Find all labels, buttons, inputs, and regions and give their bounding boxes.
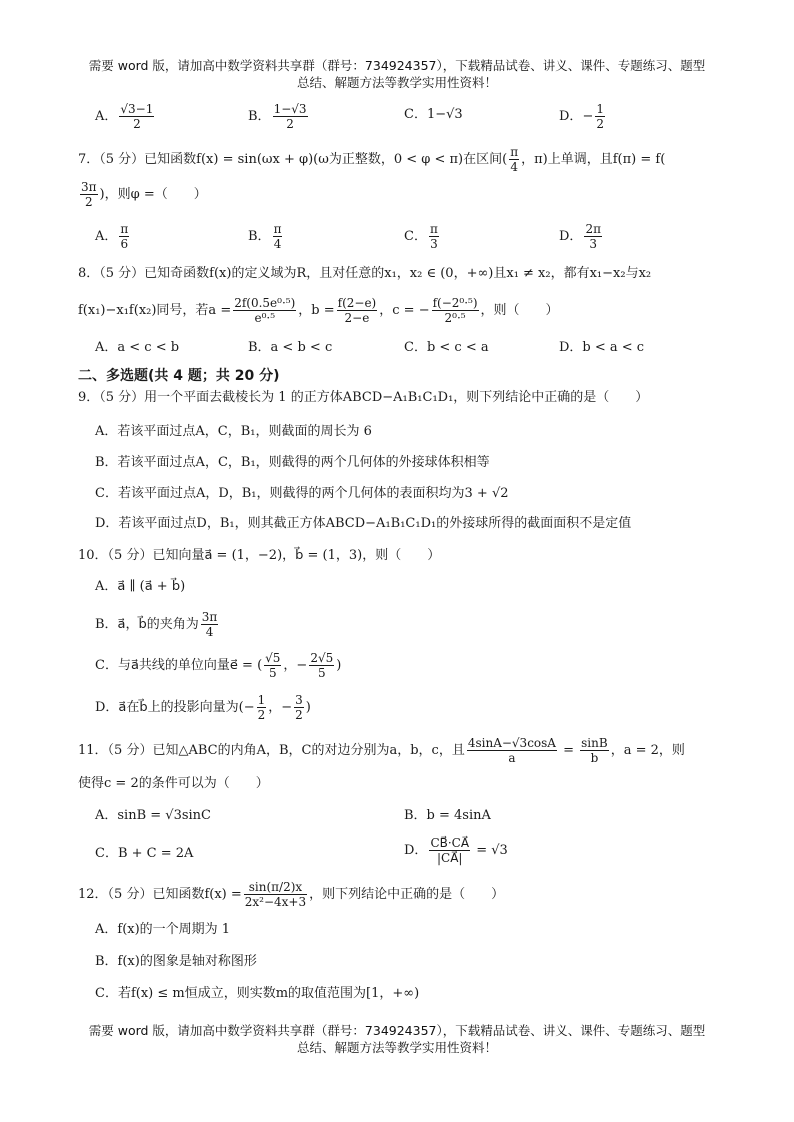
footer-banner [60, 1022, 734, 1056]
q6-d-denominator: 2 [596, 117, 604, 131]
header-banner-line-2: 总结、解题方法等教学实用性资料！ [296, 75, 497, 90]
q8-option-c: C．b < c < a [404, 340, 489, 355]
footer-banner-line-2: 总结、解题方法等教学实用性资料！ [296, 1040, 497, 1055]
q6-option-d: D．− $\frac{1}{2}$ [559, 102, 604, 131]
footer-banner-line-1: 需要 word 版，请加高中数学资料共享群（群号：734924357），下载精品试卷、讲义、课件、专题练习、题型 [88, 1023, 706, 1038]
q6-d-numerator: 1 [596, 102, 604, 116]
q7-option-b: B． $\frac{\pi}{4}$ [248, 222, 282, 251]
q10-option-d: D．a⃗在b⃗上的投影向量为(− $\frac{1}{2}$ ，− $\frac{3}{2}$ ) [95, 693, 311, 722]
section-title: 二、多选题(共 4 题；共 20 分) [78, 368, 280, 384]
q8-stem-line-1: 8．（5 分）已知奇函数f(x)的定义域为R，且对任意的x₁，x₂ ∈ (0，+∞)且x₁ ≠ x₂，都有x₁−x₂与x₂ [78, 266, 652, 281]
q11-option-c: C．B + C = 2A [95, 846, 194, 861]
q10-option-a: A．a⃗ ∥ (a⃗ + b⃗) [95, 579, 186, 594]
q12-option-b: B．f(x)的图象是轴对称图形 [95, 954, 257, 969]
q6-option-b: B． $\frac{1-√3}{2}$ [248, 102, 307, 131]
q11-stem-line-2: 使得c = 2的条件可以为（ ） [78, 776, 269, 791]
q6-a-denominator: 2 [119, 116, 154, 131]
header-banner-line-1: 需要 word 版，请加高中数学资料共享群（群号：734924357），下载精品试卷、讲义、课件、专题练习、题型 [88, 58, 706, 73]
q9-option-b: B．若该平面过点A，C，B₁，则截得的两个几何体的外接球体积相等 [95, 455, 490, 470]
q12-option-a: A．f(x)的一个周期为 1 [95, 922, 231, 937]
q7-stem-line-2: $\frac{3\pi}{2}$ )，则φ =（ ） [81, 180, 207, 209]
q10-stem: 10．（5 分）已知向量a⃗ = (1，−2)，b⃗ = (1，3)，则（ ） [78, 548, 441, 563]
q12-stem: 12．（5 分）已知函数f(x) = $\frac{\sin(\pi/2)x}{\text{2x²−4x+3}}$ ，则下列结论中正确的是（ ） [78, 880, 505, 909]
q6-a-numerator: √3−1 [120, 102, 154, 116]
q8-stem-line-2: f(x₁)−x₁f(x₂)同号，若a = $\frac{\text{2f(0.5e⁰·⁵)}}{\text{e⁰·⁵}}$ ，b = $\frac{f(2-e)}{2-e}$ ，c = − $\frac{\text{f(−2⁰·⁵)}}{\text{2⁰·⁵}}$ ，则（ ） [78, 296, 559, 325]
q6-option-c: C．1−√3 [404, 107, 463, 122]
q10-option-b: B．a⃗，b⃗的夹角为 $\frac{3\pi}{4}$ [95, 610, 218, 639]
q9-option-d: D．若该平面过点D，B₁，则其截正方体ABCD−A₁B₁C₁D₁的外接球所得的截面面积不是定值 [95, 516, 632, 531]
q7-option-d: D． $\frac{2\pi}{3}$ [559, 222, 601, 251]
q6-b-denominator: 2 [273, 116, 308, 131]
q9-option-c: C．若该平面过点A，D，B₁，则截得的两个几何体的表面积均为3 + √2 [95, 486, 509, 501]
q9-stem: 9．（5 分）用一个平面去截棱长为 1 的正方体ABCD−A₁B₁C₁D₁，则下列结论中正确的是（ ） [78, 390, 649, 405]
q11-stem-line-1: 11．（5 分）已知△ABC的内角A，B，C的对边分别为a，b，c，且 $\frac{4\sin A-√3\cos A}{a}$ = $\frac{\sin B}{b}$ ，a = 2，则 [78, 736, 685, 765]
q8-option-b: B．a < b < c [248, 340, 333, 355]
q8-option-d: D．b < a < c [559, 340, 645, 355]
q7-option-a: A． $\frac{\pi}{6}$ [95, 222, 129, 251]
q9-option-a: A．若该平面过点A，C，B₁，则截面的周长为 6 [95, 424, 372, 439]
q12-option-c: C．若f(x) ≤ m恒成立，则实数m的取值范围为[1，+∞) [95, 986, 420, 1001]
q11-option-d: D． $\frac{CB⃗\cdot CA⃗}{|CA⃗|}$ = √3 [404, 836, 508, 865]
q8-option-a: A．a < c < b [95, 340, 180, 355]
q6-b-numerator: 1−√3 [273, 102, 307, 116]
q11-option-a: A．sinB = √3sinC [95, 808, 212, 823]
q7-option-c: C． $\frac{\pi}{3}$ [404, 222, 438, 251]
q11-option-b: B．b = 4sinA [404, 808, 491, 823]
q10-option-c: C．与a⃗共线的单位向量e⃗ = ( $\frac{√5}{5}$ ，− $\frac{2√5}{5}$ ) [95, 651, 342, 680]
q7-stem-line-1: 7．（5 分）已知函数f(x) = sin(ωx + φ)(ω为正整数，0 < φ < π)在区间( $\frac{\pi}{4}$ ，π)上单调，且f(π) = f( [78, 145, 666, 174]
q6-option-a: A． $\frac{√3-1}{2}$ [95, 102, 154, 131]
header-banner [60, 57, 734, 91]
